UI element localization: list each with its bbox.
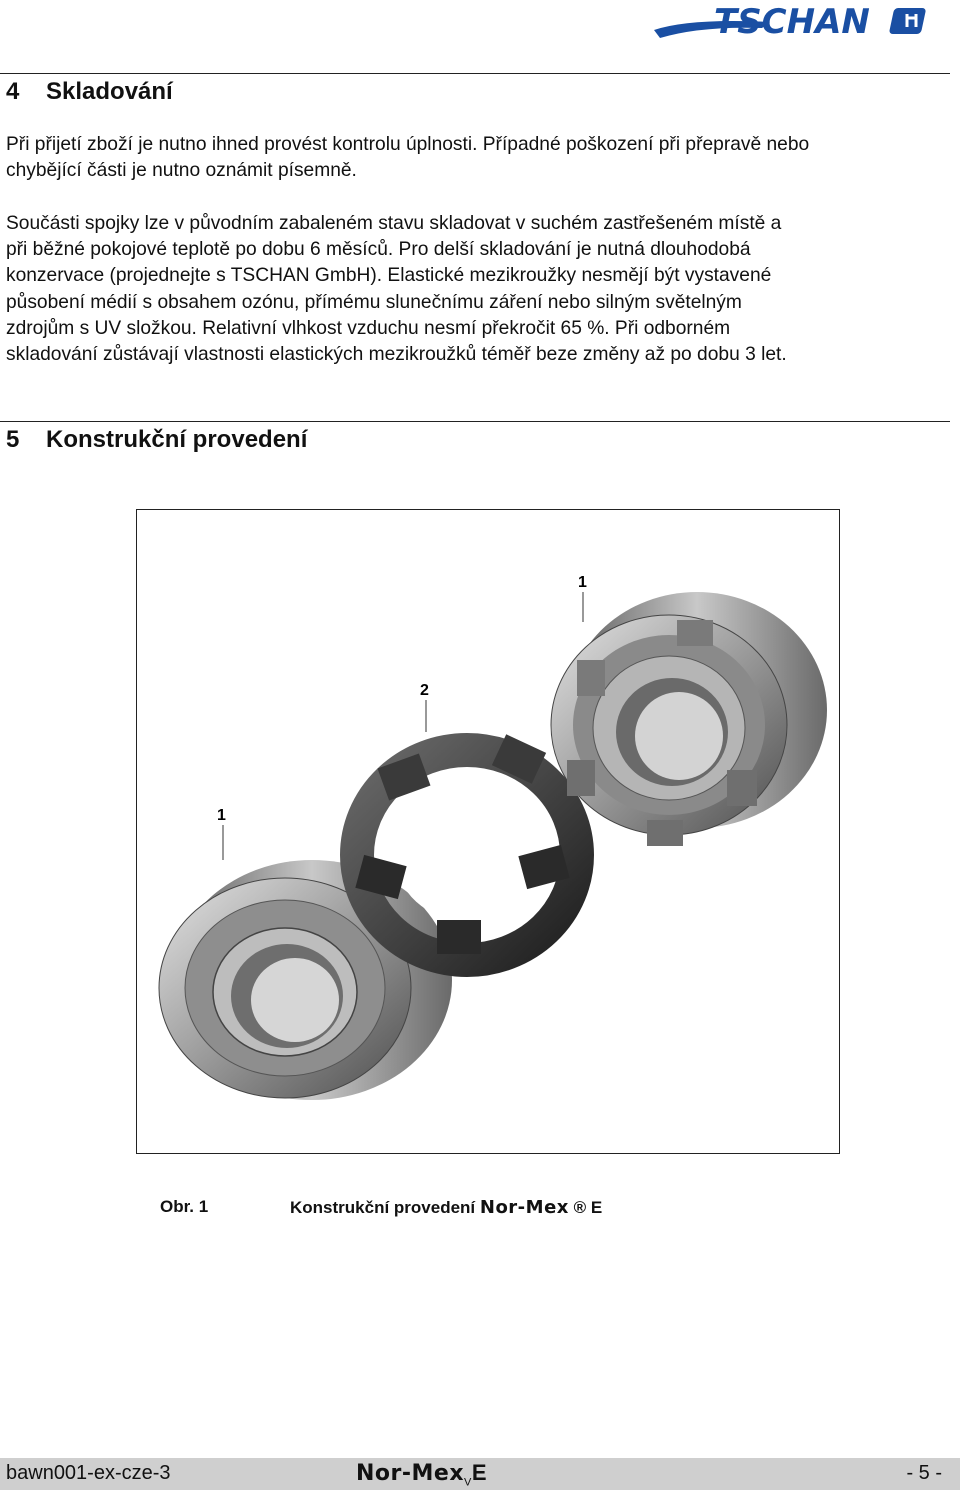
figure-caption — [290, 1197, 602, 1218]
section-5-heading — [6, 426, 307, 454]
text-line: skladování zůstávají vlastnosti elastických mezikroužků téměř beze změny až po dobu 3 let. — [6, 344, 787, 366]
caption-suffix: ® E — [573, 1198, 603, 1217]
text-line: zdrojům s UV složkou. Relativní vlhkost vzduchu nesmí překročit 65 %. Při odborném — [6, 317, 731, 339]
left-hub-drawing — [159, 860, 452, 1100]
elastic-ring-drawing — [355, 734, 577, 960]
page-number: - 5 - — [906, 1462, 942, 1484]
footer-brand-sub: V — [464, 1476, 472, 1489]
footer-brand-suffix: E — [471, 1460, 488, 1485]
page-footer — [0, 1458, 960, 1490]
right-hub-drawing — [551, 592, 827, 846]
part-label: 1 — [578, 574, 587, 591]
logo-text: TSCHAN — [714, 2, 870, 42]
text-line: působení médií s obsahem ozónu, přímému slunečnímu záření nebo silným světelným — [6, 291, 742, 313]
tschan-logo — [650, 0, 940, 48]
part-label: 1 — [217, 807, 226, 824]
text-line: Při přijetí zboží je nutno ihned provést kontrolu úplnosti. Případné poškození při přepravě nebo — [6, 134, 810, 155]
section-title: Skladování — [46, 78, 173, 105]
document-id: bawn001-ex-cze-3 — [6, 1462, 171, 1484]
section-rule — [0, 421, 950, 422]
text-line: Součásti spojky lze v původním zabaleném stavu skladovat v suchém zastřešeném místě a — [6, 213, 782, 234]
top-rule — [0, 73, 950, 74]
footer-brand-name: Nor-Mex — [356, 1461, 465, 1486]
footer-brand — [356, 1460, 487, 1488]
section-4-heading — [6, 78, 173, 106]
paragraph-storage — [6, 211, 960, 368]
part-label: 2 — [420, 682, 429, 699]
section-number: 4 — [6, 78, 20, 105]
caption-brand: Nor-Mex — [479, 1197, 569, 1218]
section-title: Konstrukční provedení — [46, 426, 308, 453]
text-line: při běžné pokojové teplotě po dobu 6 měsíců. Pro delší skladování je nutná dlouhodobá — [6, 239, 751, 261]
text-line: chybějící části je nutno oznámit písemně. — [6, 160, 357, 182]
paragraph-receipt — [6, 132, 960, 184]
caption-text: Konstrukční provedení — [290, 1198, 476, 1217]
figure-caption-label: Obr. 1 — [160, 1197, 209, 1216]
coupling-figure — [136, 509, 840, 1154]
section-number: 5 — [6, 426, 20, 453]
text-line: konzervace (projednejte s TSCHAN GmbH). Elastické mezikroužky nesmějí být vystavené — [6, 265, 772, 287]
